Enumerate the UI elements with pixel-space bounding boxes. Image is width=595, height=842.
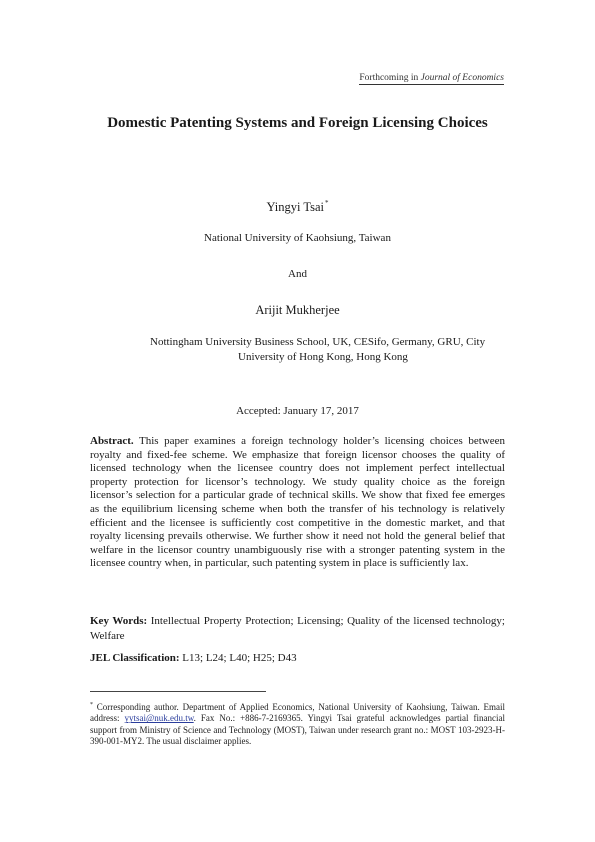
author-1-name: Yingyi Tsai bbox=[266, 200, 325, 214]
accepted-date: Accepted: January 17, 2017 bbox=[236, 405, 359, 417]
journal-name: Journal of Economics bbox=[420, 73, 504, 83]
footnote-text-after: . Fax No.: +886-7-2169365. Yingyi Tsai grateful acknowledges partial financial support from Ministry of Science and Technology (MOST), Taiwan under research grant no.: MOST 103-2923-H-390-001-MY2. The usual disclaimer applies. bbox=[90, 713, 505, 747]
author-2-name: Arijit Mukherjee bbox=[255, 303, 340, 317]
abstract-text: This paper examines a foreign technology holder’s licensing choices between royalty and fixed-fee scheme. We emphasize that foreign licensor chooses the quality of licensed technology when the licensee country does not implement perfect intellectual property protection for licensor’s technology. We study quality choice as the foreign licensor’s selection for a particular grade of technical skills. We show that fixed fee emerges as the equilibrium licensing scheme when both the transfer of his technology is relatively efficient and the licensee is sufficiently cost competitive in the domestic market, and that royalty licensing prevails otherwise. We further show it need not hold the general belief that welfare in the licensor country unambiguously rise with a stronger patenting system in the licensee country when, in particular, such patenting system in place is sufficiently lax. bbox=[90, 435, 505, 570]
paper-title: Domestic Patenting Systems and Foreign Licensing Choices bbox=[107, 115, 488, 131]
abstract-label: Abstract. bbox=[90, 435, 134, 447]
keywords-label: Key Words: bbox=[90, 615, 148, 627]
jel-classification bbox=[90, 651, 505, 666]
footnote-mark: * bbox=[90, 702, 93, 708]
footnote-text-before: Corresponding author. Department of Applied Economics, National University of Kaohsiung, Taiwan. Email address: bbox=[90, 702, 505, 724]
footnote bbox=[90, 700, 505, 748]
author-1 bbox=[90, 195, 505, 215]
author-1-affiliation: National University of Kaohsiung, Taiwan bbox=[204, 232, 391, 244]
abstract bbox=[90, 435, 505, 571]
keywords bbox=[90, 614, 505, 644]
author-2-affiliation-line2: University of Hong Kong, Hong Kong bbox=[238, 350, 408, 363]
keywords-text: Intellectual Property Protection; Licensing; Quality of the licensed technology; Welfare bbox=[90, 615, 505, 642]
author-2-affiliation-line1: Nottingham University Business School, UK, CESifo, Germany, GRU, City bbox=[150, 336, 486, 348]
author-2-affiliation bbox=[150, 335, 510, 364]
author-1-footnote-mark: * bbox=[325, 199, 329, 207]
author-connector: And bbox=[288, 268, 307, 280]
jel-label: JEL Classification: bbox=[90, 652, 180, 664]
journal-header bbox=[359, 72, 504, 85]
footnote-divider bbox=[90, 691, 266, 692]
email-link[interactable]: yytsai@nuk.edu.tw bbox=[124, 713, 194, 724]
header-prefix: Forthcoming in bbox=[359, 73, 421, 83]
jel-codes: L13; L24; L40; H25; D43 bbox=[182, 652, 297, 664]
